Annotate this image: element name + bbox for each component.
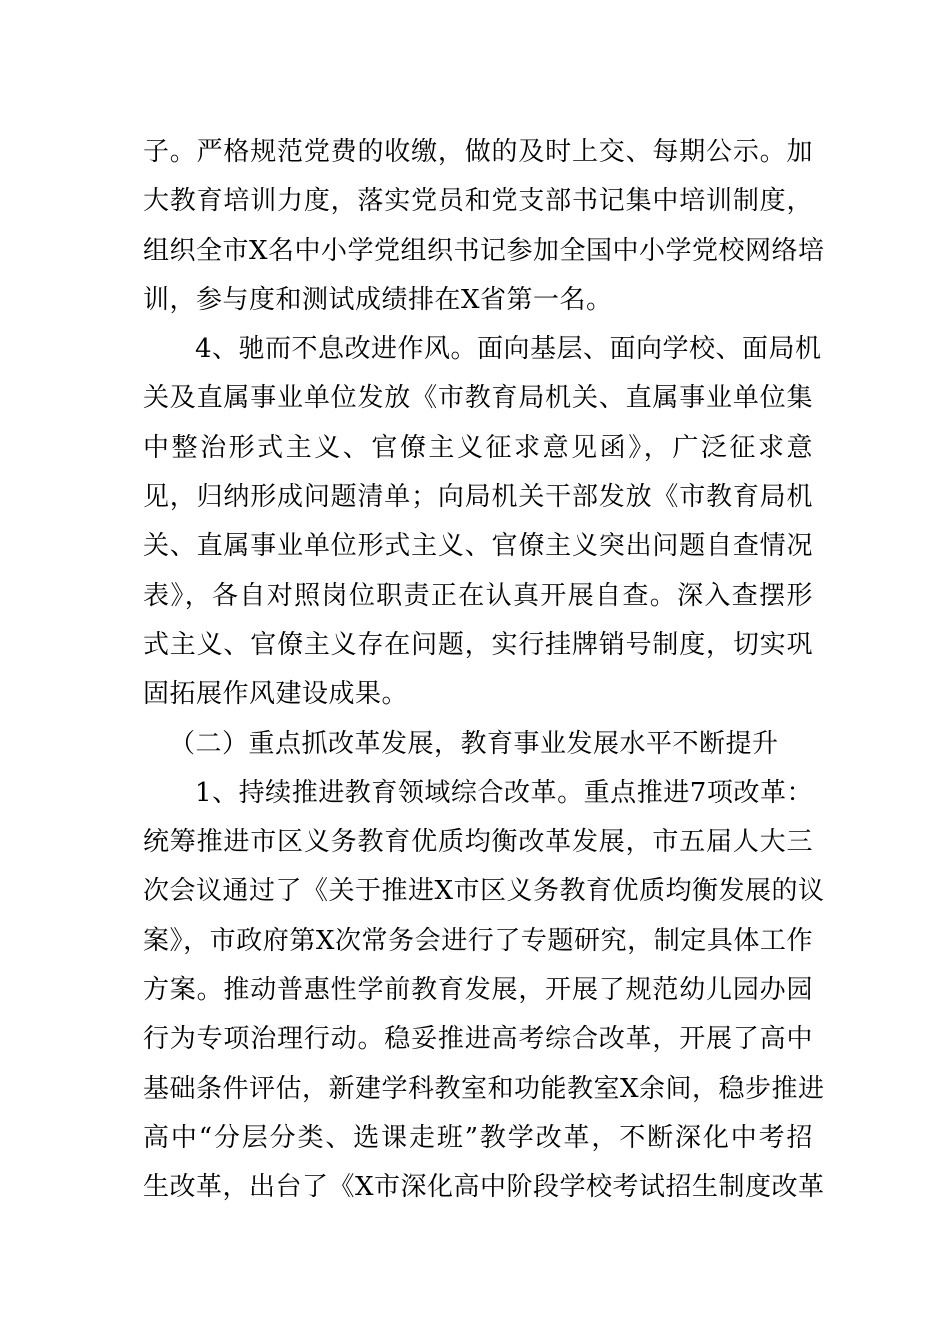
text-line: 高中“分层分类、选课走班”教学改革，不断深化中考招 [143, 1122, 813, 1153]
text-line: 案》，市政府第X次常务会进行了专题研究，制定具体工作 [143, 925, 813, 956]
text-line: 固拓展作风建设成果。 [143, 679, 409, 710]
text-line: 生改革，出台了《X市深化高中阶段学校考试招生制度改革 [143, 1172, 825, 1203]
text-line: 表》，各自对照岗位职责正在认真开展自查。深入查摆形 [143, 580, 813, 611]
document-body [143, 128, 825, 1213]
text-line: 统筹推进市区义务教育优质均衡改革发展，市五届人大三 [143, 827, 813, 858]
text-line: 关及直属事业单位发放《市教育局机关、直属事业单位集 [143, 383, 813, 414]
text-line: 中整治形式主义、官僚主义征求意见函》，广泛征求意 [143, 432, 813, 463]
text-line: 关、直属事业单位形式主义、官僚主义突出问题自查情况 [143, 531, 813, 562]
text-line: 见，归纳形成问题清单；向局机关干部发放《市教育局机 [143, 482, 813, 513]
paragraph-start-line: 4、驰而不息改进作风。面向基层、面向学校、面局机 [195, 334, 822, 365]
text-line: 子。严格规范党费的收缴，做的及时上交、每期公示。加 [143, 137, 813, 167]
text-line: 方案。推动普惠性学前教育发展，开展了规范幼儿园办园 [143, 975, 813, 1006]
text-line: 次会议通过了《关于推进X市区义务教育优质均衡发展的议 [143, 876, 825, 907]
text-line: 大教育培训力度，落实党员和党支部书记集中培训制度， [143, 186, 813, 217]
text-line: 行为专项治理行动。稳妥推进高考综合改革，开展了高中 [143, 1024, 813, 1055]
paragraph-start-line: 1、持续推进教育领域综合改革。重点推进7项改革： [195, 777, 813, 808]
text-line: 基础条件评估，新建学科教室和功能教室X余间，稳步推进 [143, 1073, 825, 1104]
text-line: 训，参与度和测试成绩排在X省第一名。 [143, 284, 613, 315]
text-line: 组织全市X名中小学党组织书记参加全国中小学党校网络培 [143, 235, 825, 266]
text-line: 式主义、官僚主义存在问题，实行挂牌销号制度，切实巩 [143, 629, 813, 660]
section-heading: （二）重点抓改革发展，教育事业发展水平不断提升 [169, 728, 779, 759]
